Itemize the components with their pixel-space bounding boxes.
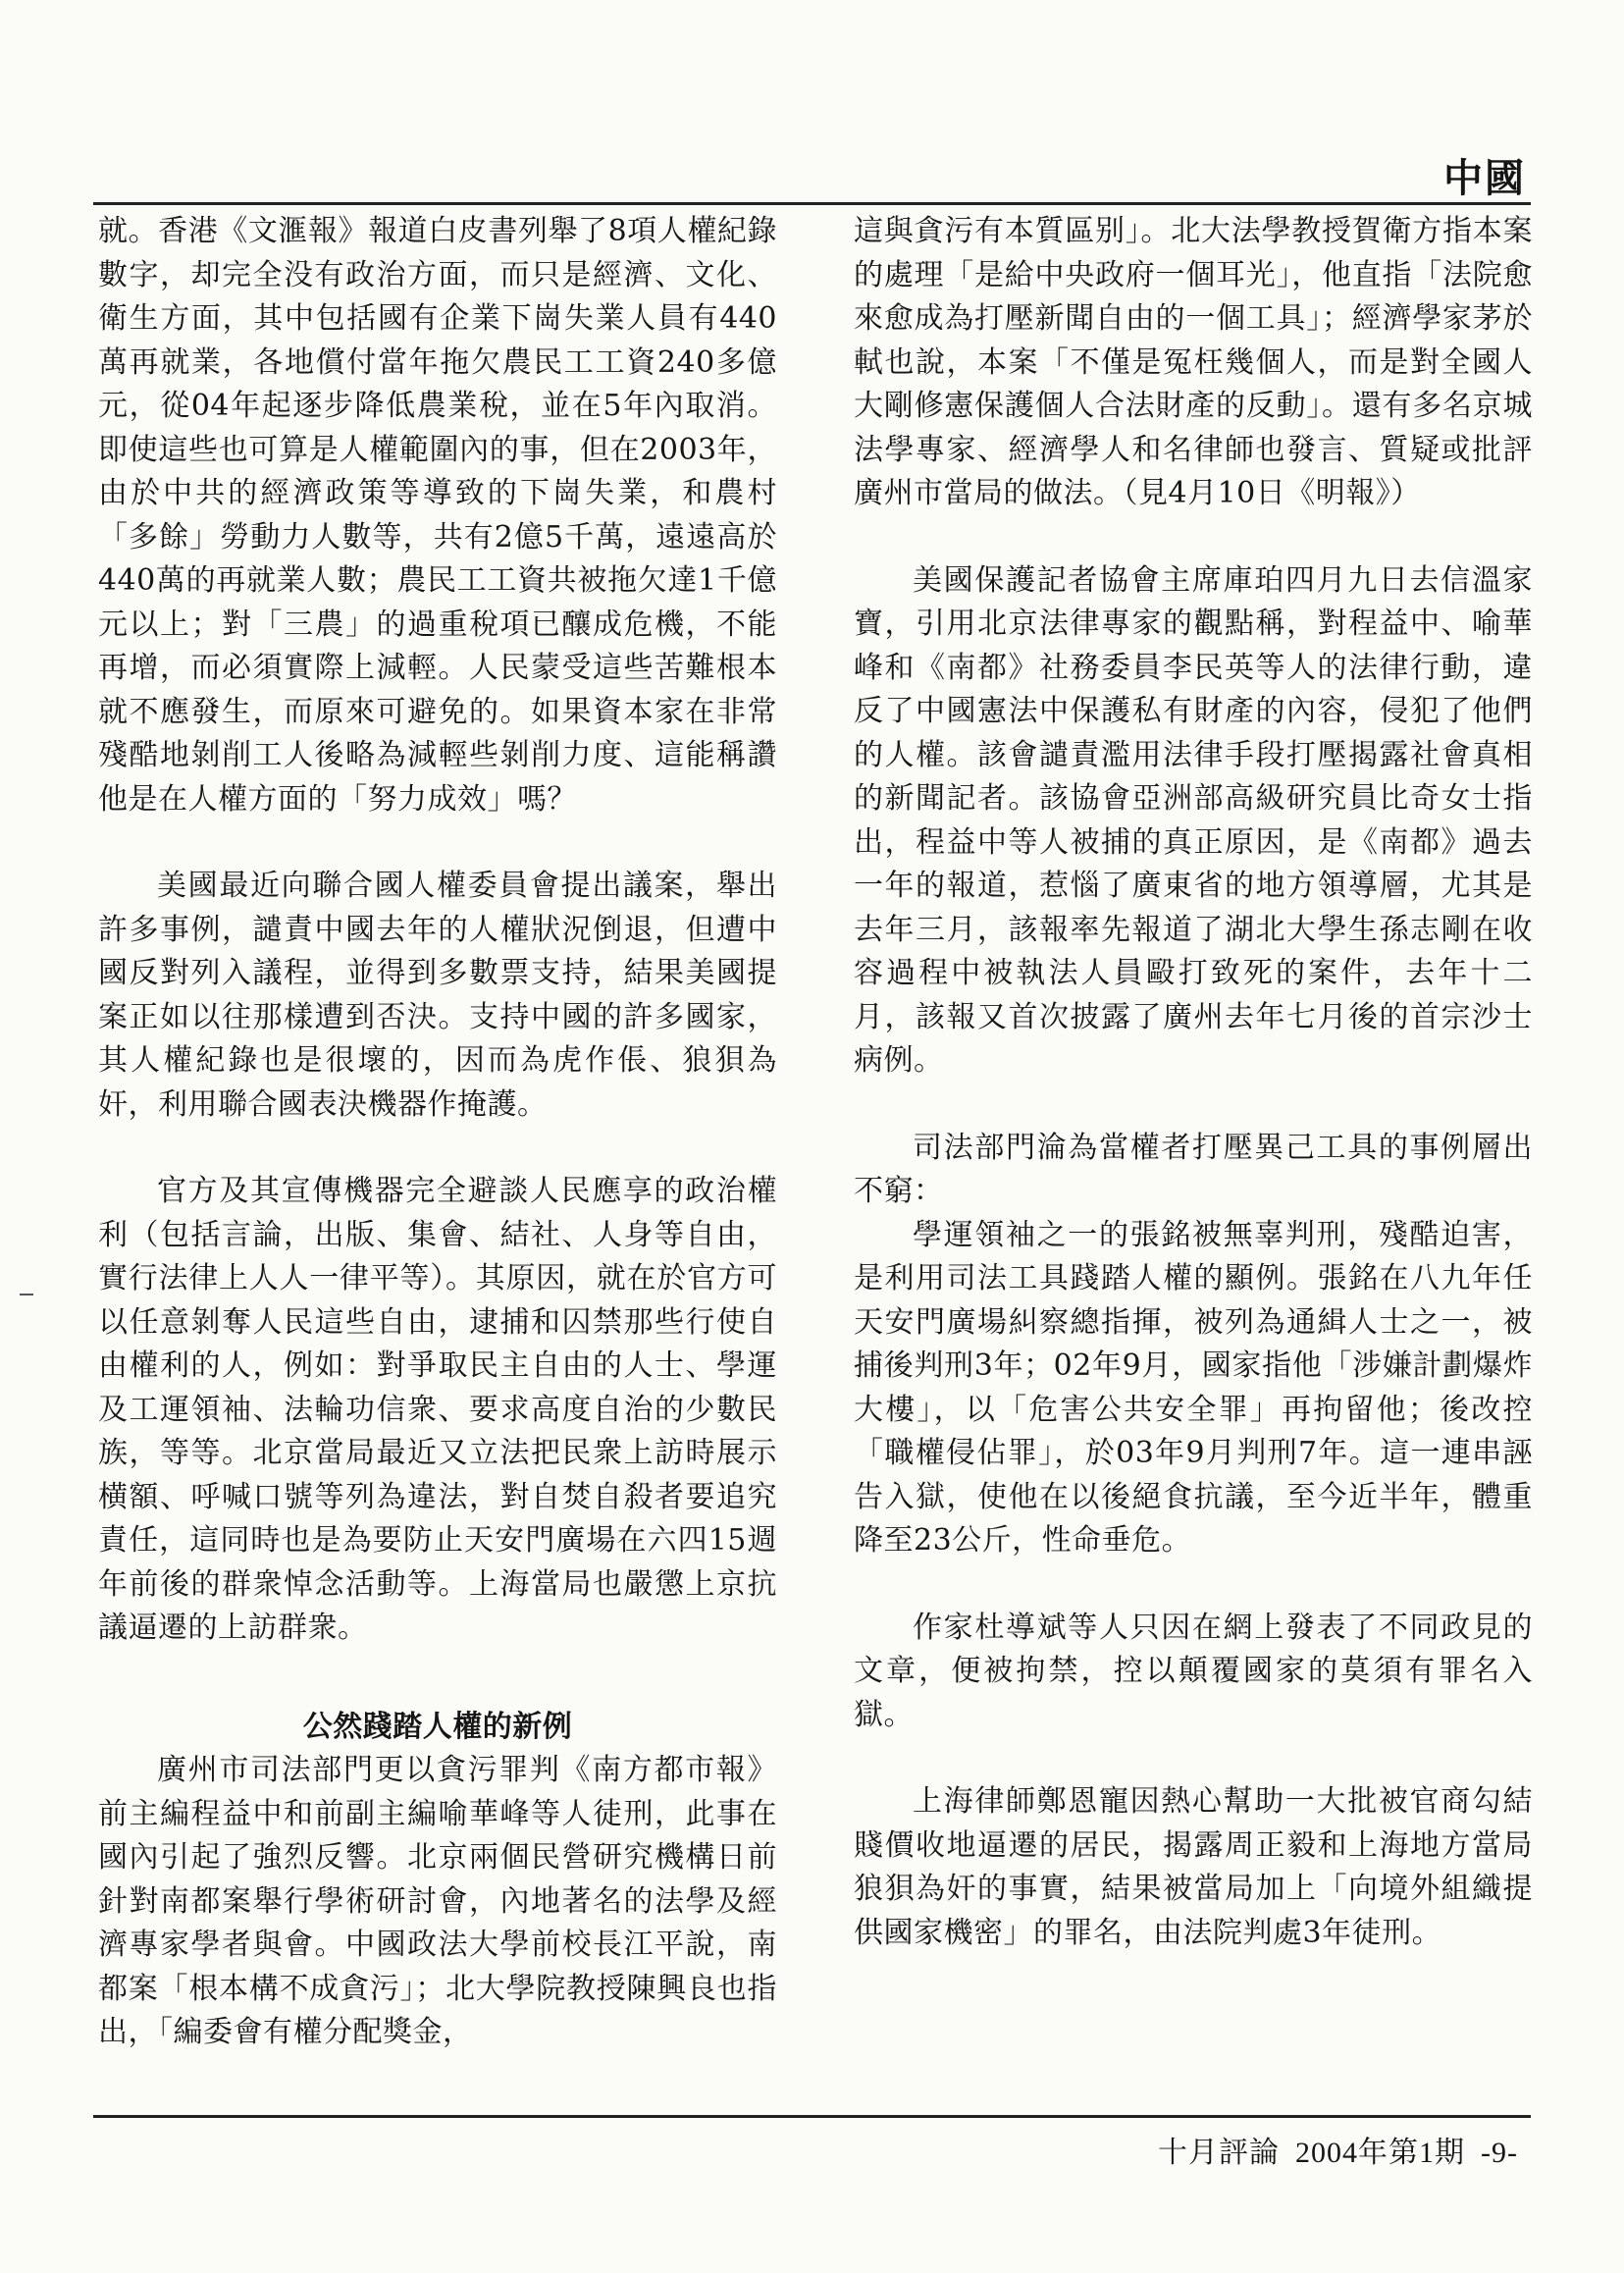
paragraph: 學運領袖之一的張銘被無辜判刑，殘酷迫害，是利用司法工具踐踏人權的顯例。張銘在八九年任天安門廣場糾察總指揮，被列為通緝人士之一，被捕後判刑3年；02年9月，國家指他「涉嫌計劃爆炸大樓」，以「危害公共安全罪」再拘留他；後改控「職權侵佔罪」，於03年9月判刑7年。這一連串誣告入獄，使他在以後絕食抗議，至今近半年，體重降至23公斤，性命垂危。	[854, 1217, 1533, 1558]
paragraph: 上海律師鄭恩寵因熱心幫助一大批被官商勾結賤價收地逼遷的居民，揭露周正毅和上海地方當局狼狽為奸的事實，結果被當局加上「向境外組織提供國家機密」的罪名，由法院判處3年徒刑。	[854, 1784, 1533, 1950]
paragraph: 作家杜導斌等人只因在網上發表了不同政見的文章，便被拘禁，控以顛覆國家的莫須有罪名入獄。	[854, 1610, 1533, 1732]
right-column	[854, 210, 1533, 1955]
footer-rule	[93, 2115, 1531, 2118]
page-footer	[1142, 2128, 1518, 2171]
issue-label: 2004年第1期	[1295, 2137, 1466, 2169]
paragraph: 美國最近向聯合國人權委員會提出議案，舉出許多事例，譴責中國去年的人權狀況倒退，但遭中國反對列入議程，並得到多數票支持，結果美國提案正如以往那樣遭到否決。支持中國的許多國家，其人權紀錄也是很壞的，因而為虎作倀、狼狽為奸，利用聯合國表決機器作掩護。	[98, 869, 777, 1122]
paragraph: 司法部門淪為當權者打壓異己工具的事例層出不窮：	[854, 1130, 1533, 1208]
paragraph: 美國保護記者協會主席庫珀四月九日去信溫家寶，引用北京法律專家的觀點稱，對程益中、喻華峰和《南都》社務委員李民英等人的法律行動，違反了中國憲法中保護私有財產的內容，侵犯了他們的人權。該會譴責濫用法律手段打壓揭露社會真相的新聞記者。該協會亞洲部高級研究員比奇女士指出，程益中等人被捕的真正原因，是《南都》過去一年的報道，惹惱了廣東省的地方領導層，尤其是去年三月，該報率先報道了湖北大學生孫志剛在收容過程中被執法人員毆打致死的案件，去年十二月，該報又首次披露了廣州去年七月後的首宗沙士病例。	[854, 562, 1533, 1078]
left-column	[98, 210, 777, 2055]
section-tag: 中國	[1443, 156, 1526, 201]
subheading: 公然踐踏人權的新例	[302, 1709, 573, 1744]
paragraph: 官方及其宣傳機器完全避談人民應享的政治權利（包括言論，出版、集會、結社、人身等自由，實行法律上人人一律平等）。其原因，就在於官方可以任意剝奪人民這些自由，逮捕和囚禁那些行使自由權利的人，例如：對爭取民主自由的人士、學運及工運領袖、法輪功信衆、要求高度自治的少數民族，等等。北京當局最近又立法把民衆上訪時展示横額、呼喊口號等列為違法，對自焚自殺者要追究責任，這同時也是為要防止天安門廣場在六四15週年前後的群衆悼念活動等。上海當局也嚴懲上京抗議逼遷的上訪群衆。	[98, 1174, 777, 1645]
paragraph: 就。香港《文滙報》報道白皮書列舉了8項人權紀錄數字，却完全没有政治方面，而只是經濟、文化、衛生方面，其中包括國有企業下崗失業人員有440萬再就業，各地償付當年拖欠農民工工資240多億元，從04年起逐步降低農業稅，並在5年內取消。即使這些也可算是人權範圍內的事，但在2003年，由於中共的經濟政策等導致的下崗失業，和農村「多餘」勞動力人數等，共有2億5千萬，遠遠高於440萬的再就業人數；農民工工資共被拖欠達1千億元以上；對「三農」的過重稅項已釀成危機，不能再增，而必須實際上減輕。人民蒙受這些苦難根本就不應發生，而原來可避免的。如果資本家在非常殘酷地剝削工人後略為減輕些剝削力度、這能稱讚他是在人權方面的「努力成效」嗎？	[98, 214, 777, 817]
header-rule	[93, 202, 1531, 205]
page-number: -9-	[1481, 2137, 1518, 2169]
paragraph: 這與貪污有本質區别」。北大法學教授賀衛方指本案的處理「是給中央政府一個耳光」，他直指「法院愈來愈成為打壓新聞自由的一個工具」；經濟學家茅於軾也說，本案「不僅是冤枉幾個人，而是對全國人大剛修憲保護個人合法財產的反動」。還有多名京城法學專家、經濟學人和名律師也發言、質疑或批評廣州市當局的做法。（見4月10日《明報》）	[854, 214, 1533, 510]
paragraph: 廣州市司法部門更以貪污罪判《南方都市報》前主編程益中和前副主編喻華峰等人徒刑，此事在國內引起了強烈反響。北京兩個民營研究機構日前針對南都案舉行學術研討會，內地著名的法學及經濟專家學者與會。中國政法大學前校長江平說，南都案「根本構不成貪污」；北大學院教授陳興良也指出，「編委會有權分配獎金，	[98, 1753, 777, 2049]
publication-name: 十月評論	[1158, 2137, 1281, 2169]
margin-mark	[20, 1294, 33, 1295]
